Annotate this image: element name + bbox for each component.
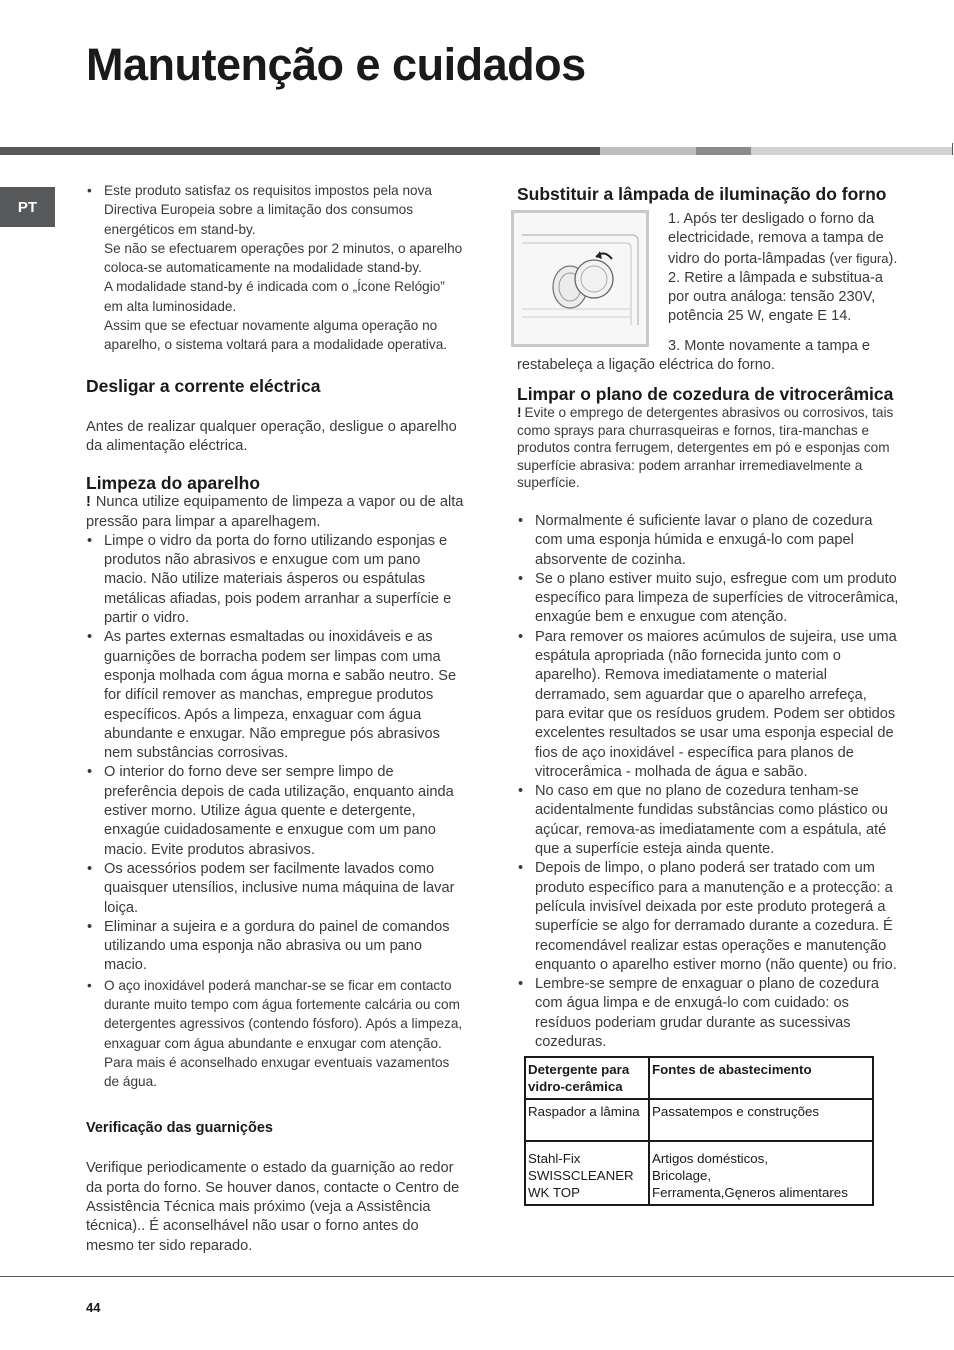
language-tab: PT [0,187,55,227]
cleaning-list [86,532,466,976]
table-row [525,1099,873,1141]
figure-reference: ver figura [834,250,889,266]
right-column [517,180,899,1206]
footer-divider [0,1276,954,1277]
lamp-step-1-text: 1. Após ter desligado o forno da electricidade, remova a tampa de vidro do porta-lâmpadas ( [668,211,884,267]
power-section-title: Desligar a corrente eléctrica [86,375,321,396]
ceramic-list [517,512,899,1052]
lamp-step-2: 2. Retire a lâmpada e substitua-a por outra análoga: tensão 230V, potência 25 W, engate E 14. [668,269,883,325]
seals-section-title: Verificação das guarnições [86,1120,273,1137]
list-item: • No caso em que no plano de cozedura tenham-se acidentalmente fundidas substâncias como plástico ou açúcar, remova-as imediatamente com a espátula, até que a superfície esteja ainda quente. [517,782,899,859]
product-name: WK TOP [528,1185,580,1201]
seals-section-text: Verifique periodicamente o estado da guarnição ao redor da porta do forno. Se houver danos, contacte o Centro de Assistência Técnica mais próximo (veja a Assistência técnica).. É aconselhável não usar o forno antes do mesmo ter sido reparado. [86,1160,460,1254]
ceramic-section-title: Limpar o plano de cozedura de vitrocerâmica [517,384,894,404]
oven-lamp-illustration [514,213,646,344]
list-item: • Normalmente é suficiente lavar o plano de cozedura com uma esponja húmida e enxugá-lo com papel absorvente de cozinha. [517,512,899,570]
steel-note [86,976,466,1092]
header-bar-mid [696,147,751,155]
ceramic-warning [517,404,899,492]
cleaning-section-title: Limpeza do aparelho [86,473,261,494]
page-number: 44 [86,1300,101,1315]
left-column [86,180,466,1256]
list-item: • Depois de limpo, o plano poderá ser tratado com um produto específico para a manutenção e a protecção: a película invisível deixada por este produto protegerá a superfície se algo for derramado durante a cozedura. É recomendável realizar estas operações e manutenção enquanto o aparelho estiver morno (não quente) ou frio. [517,859,899,975]
warning-mark: ! [86,494,91,511]
table-row [525,1141,873,1205]
list-item: • Limpe o vidro da porta do forno utilizando esponjas e produtos não abrasivos e enxugue com um pano macio. Não utilize materiais ásperos ou espátulas metálicas afiadas, pois podem arranhar a superfície e partir o vidro. [86,532,466,628]
list-item: • Se o plano estiver muito sujo, esfregue com um produto específico para limpeza de superfícies de vitrocerâmica, enxagúe bem e enxugue com atenção. [517,570,899,628]
warning-text: Evite o emprego de detergentes abrasivos ou corrosivos, tais como sprays para churrasqueiras e fornos, tira-manchas e produtos contra ferrugem, detergentes em pó e esponjas com superfície abrasiva: podem arranhar irremediavelmente a superfície. [517,405,894,491]
table-cell: Passatempos e construções [649,1099,873,1141]
lamp-step-3: 3. Monte novamente a tampa e restabeleça a ligação eléctrica do forno. [517,338,871,374]
lamp-step-1 [668,210,900,269]
lamp-step-1-end: ). [888,250,898,267]
list-item: • Os acessórios podem ser facilmente lavados como quaisquer utensílios, inclusive numa máquina de lavar loiça. [86,860,466,918]
standby-notice [86,181,466,355]
product-name: SWISSCLEANER [528,1168,634,1184]
standby-text-1: • Este produto satisfaz os requisitos impostos pela nova Directiva Europeia sobre a limitação dos consumos energéticos em stand-by. [104,183,432,237]
standby-text-4: Assim que se efectuar novamente alguma operação no aparelho, o sistema voltará para a modalidade operativa. [104,318,448,353]
table-header-row [525,1057,873,1099]
warning-text: Nunca utilize equipamento de limpeza a vapor ou de alta pressão para limpar a aparelhagem. [86,494,464,530]
table-header-cell: Fontes de abastecimento [649,1057,873,1099]
standby-text-3: A modalidade stand-by é indicada com o „Ícone Relógio” em alta luminosidade. [104,279,445,314]
cleaning-warning [86,493,466,532]
lamp-steps [668,210,900,327]
detergent-table [524,1056,874,1206]
header-edge-mark [952,143,953,155]
table-cell [525,1141,649,1205]
lamp-section [517,210,899,375]
list-item: • Lembre-se sempre de enxaguar o plano de cozedura com água limpa e de enxugá-lo com cuidado: os resíduos poderiam grudar durante as sucessivas cozeduras. [517,975,899,1052]
lamp-section-title: Substituir a lâmpada de iluminação do forno [517,184,887,204]
page-title: Manutenção e cuidados [86,39,586,90]
header-bar-light [600,147,696,155]
list-item: • Eliminar a sujeira e a gordura do painel de comandos utilizando uma esponja não abrasiva ou um pano macio. [86,918,466,976]
lamp-figure [511,210,649,347]
list-item: • O interior do forno deve ser sempre limpo de preferência depois de cada utilização, enquanto ainda estiver morno. Utilize água quente e detergente, enxagúe cuidadosamente e enxugue com um pano macio. Evite produtos abrasivos. [86,763,466,859]
source-name: Bricolage, [652,1168,712,1184]
list-item: • Para remover os maiores acúmulos de sujeira, use uma espátula apropriada (não fornecida junto com o aparelho). Remova imediatamente o material derramado, sem aguardar que o aparelho arrefeça, para evitar que os resíduos grudem. Podem ser obtidos excelentes resultados se usar uma esponja especial de fios de aço inoxidável - específica para planos de vitrocerâmica - molhada de água e sabão. [517,628,899,782]
source-name: Artigos domésticos, [652,1151,769,1167]
product-name: Stahl-Fix [528,1151,581,1167]
header-bar-light-end [751,147,952,155]
power-section-text: Antes de realizar qualquer operação, desligue o aparelho da alimentação eléctrica. [86,418,457,454]
standby-text-2: Se não se efectuarem operações por 2 minutos, o aparelho coloca-se automaticamente na modalidade stand-by. [104,240,463,276]
header-bar-dark [0,147,600,155]
source-name: Ferramenta,Gęneros alimentares [652,1185,848,1201]
list-item: • O aço inoxidável poderá manchar-se se ficar em contacto durante muito tempo com água fortemente calcária ou com detergentes agressivos (contendo fósforo). Após a limpeza, enxaguar com água abundante e enxugar com atenção. Para mais é aconselhado enxugar eventuais vazamentos de água. [86,976,466,1092]
warning-mark: ! [517,405,522,420]
list-item: • As partes externas esmaltadas ou inoxidáveis e as guarnições de borracha podem ser limpas com uma esponja molhada com água morna e sabão neutro. Se for difícil remover as manchas, empregue produtos específicos. Após a limpeza, enxaguar com água abundante e enxugar. Não empregue pós abrasivos nem substâncias corrosivas. [86,628,466,763]
table-cell: Raspador a lâmina [525,1099,649,1141]
list-item [86,181,466,355]
table-cell [649,1141,873,1205]
table-header-cell: Detergente para vidro-cerâmica [525,1057,649,1099]
